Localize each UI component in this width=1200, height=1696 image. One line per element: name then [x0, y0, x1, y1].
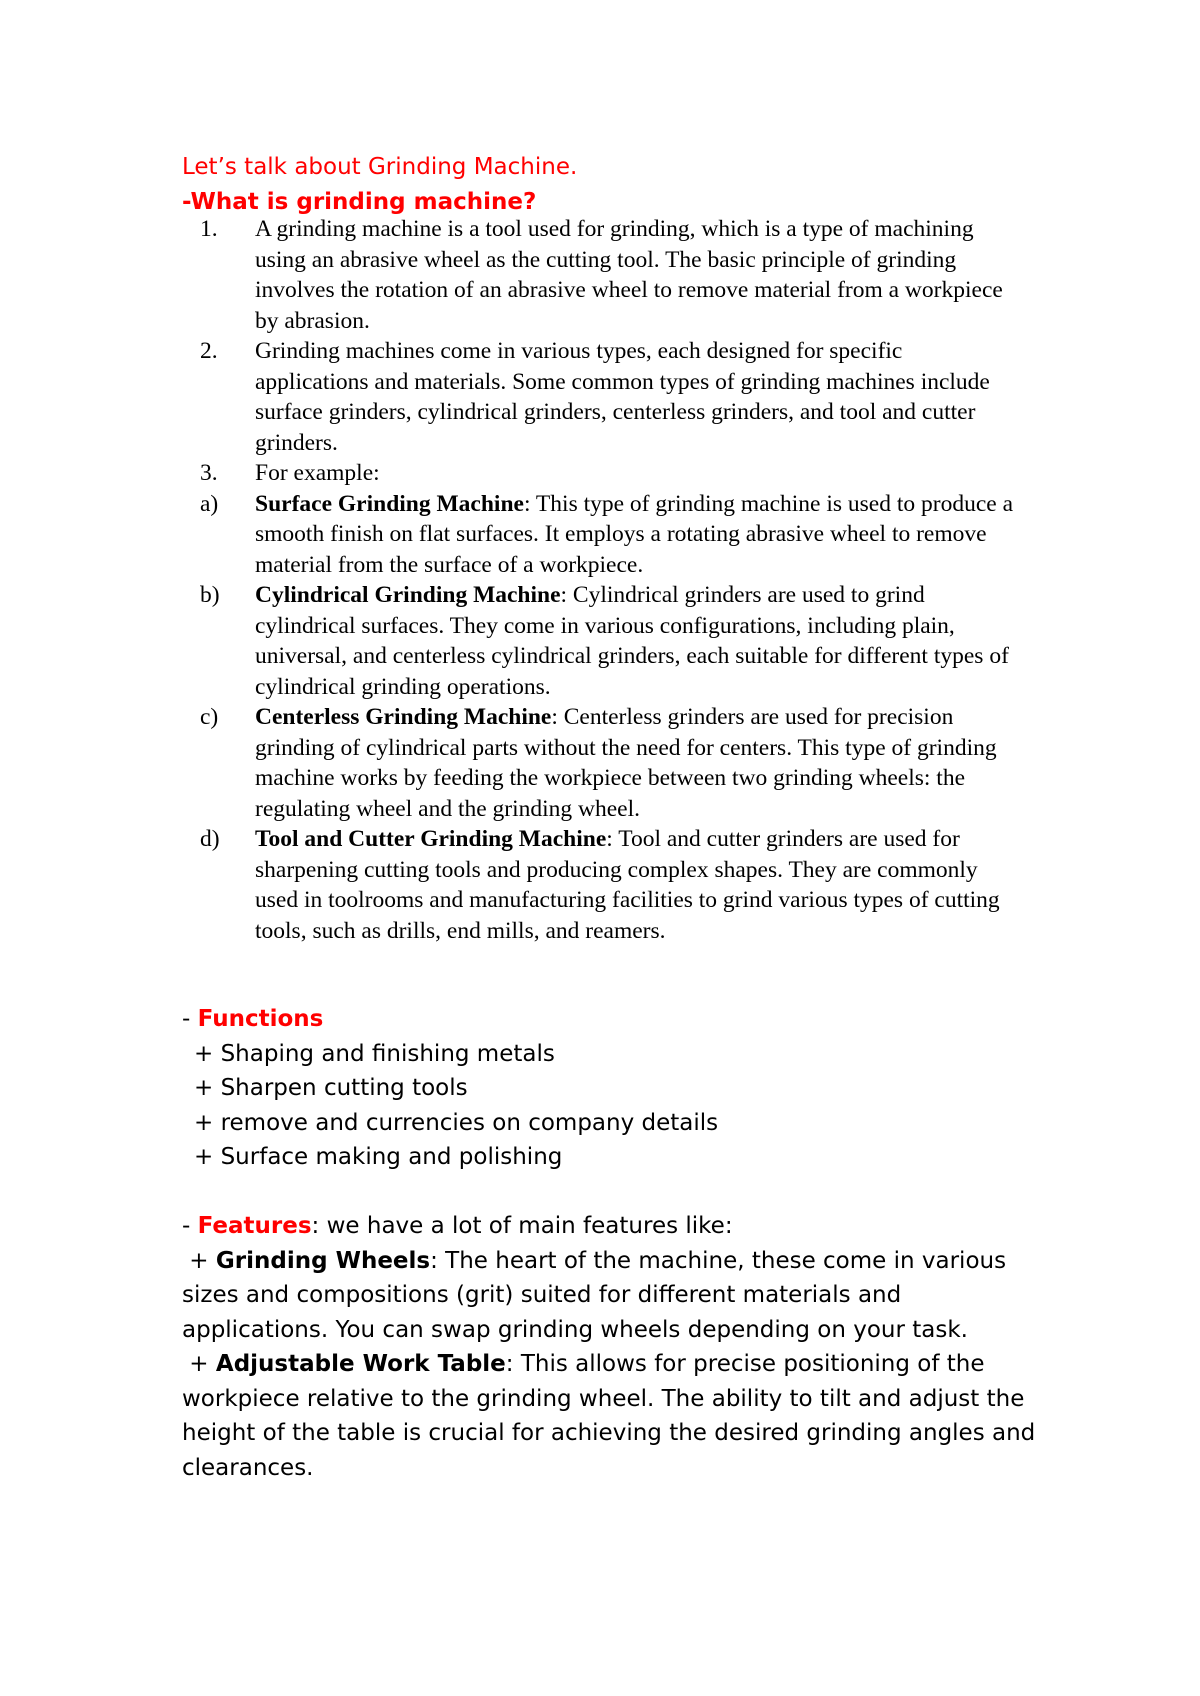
list-item: [200, 702, 1020, 824]
list-item: [200, 336, 1020, 458]
list-item-text: : Cylindrical grinders are used to grind cylindrical surfaces. They come in various configurations, including plain, universal, and centerless cylindrical grinders, each suitable for different types of cylindrical grinding operations.: [255, 582, 1009, 700]
features-intro: : we have a lot of main features like:: [311, 1213, 733, 1239]
functions-item: + Surface making and polishing: [194, 1144, 563, 1170]
functions-prefix: -: [182, 1006, 198, 1032]
list-item-text: Grinding machines come in various types, each designed for specific applications and materials. Some common types of grinding machines include surface grinders, cylindrical grinders, centerless grinders, and tool and cutter grinders.: [255, 338, 990, 456]
list-marker: 2.: [200, 338, 218, 364]
feature-item: [182, 1347, 1052, 1485]
functions-item: + Sharpen cutting tools: [194, 1075, 468, 1101]
list-marker: b): [200, 582, 220, 608]
feature-text: : The heart of the machine, these come in various sizes and compositions (grit) suited for different materials and applications. You can swap grinding wheels depending on your task.: [182, 1247, 1007, 1343]
features-section: [182, 1209, 1052, 1485]
list-item-text: A grinding machine is a tool used for grinding, which is a type of machining using an abrasive wheel as the cutting tool. The basic principle of grinding involves the rotation of an abrasive wheel to remove material from a workpiece by abrasion.: [255, 216, 1003, 334]
feature-text: : This allows for precise positioning of the workpiece relative to the grinding wheel. The ability to tilt and adjust the height of the table is crucial for achieving the desired grinding angles and clearances.: [182, 1351, 1036, 1481]
feature-plus: +: [182, 1351, 216, 1377]
document-title: Let’s talk about Grinding Machine.: [182, 154, 578, 180]
list-marker: c): [200, 704, 219, 730]
list-item-text: : Centerless grinders are used for precision grinding of cylindrical parts without the need for centers. This type of grinding machine works by feeding the workpiece between two grinding wheels: the regulating wheel and the grinding wheel.: [255, 704, 997, 822]
functions-section: [182, 1002, 1052, 1175]
list-marker: 1.: [200, 216, 218, 242]
functions-heading: [182, 1002, 1052, 1037]
list-item-text: : This type of grinding machine is used to produce a smooth finish on flat surfaces. It employs a rotating abrasive wheel to remove material from the surface of a workpiece.: [255, 490, 1014, 578]
list-item: [200, 458, 1020, 489]
list-item: [200, 824, 1020, 946]
features-prefix: -: [182, 1213, 198, 1239]
features-heading: [182, 1209, 1052, 1244]
feature-plus: +: [182, 1247, 216, 1274]
list-item-term: Surface Grinding Machine: [255, 490, 524, 517]
list-item: [200, 489, 1020, 581]
functions-label: Functions: [197, 1006, 324, 1032]
list-marker: 3.: [200, 460, 218, 486]
list-marker: a): [200, 490, 219, 517]
numbered-list: [200, 214, 1020, 946]
list-item-term: Cylindrical Grinding Machine: [255, 582, 561, 608]
feature-term: Adjustable Work Table: [215, 1351, 506, 1377]
feature-term: Grinding Wheels: [215, 1247, 431, 1274]
list-marker: d): [200, 826, 220, 852]
list-item-text: For example:: [255, 460, 380, 486]
list-item-text: : Tool and cutter grinders are used for sharpening cutting tools and producing complex shapes. They are commonly used in toolrooms and manufacturing facilities to grind various types of cutting tools, such as drills, end mills, and reamers.: [255, 826, 1000, 944]
functions-item: + remove and currencies on company details: [194, 1109, 719, 1136]
document-heading: [182, 150, 1082, 219]
section-question: -What is grinding machine?: [182, 188, 537, 215]
list-item: [200, 214, 1020, 336]
list-item-term: Tool and Cutter Grinding Machine: [255, 826, 607, 852]
functions-item: + Shaping and finishing metals: [194, 1040, 555, 1067]
list-item: [200, 580, 1020, 702]
list-item-term: Centerless Grinding Machine: [255, 704, 552, 730]
features-label: Features: [197, 1213, 312, 1239]
feature-item: [182, 1244, 1052, 1348]
